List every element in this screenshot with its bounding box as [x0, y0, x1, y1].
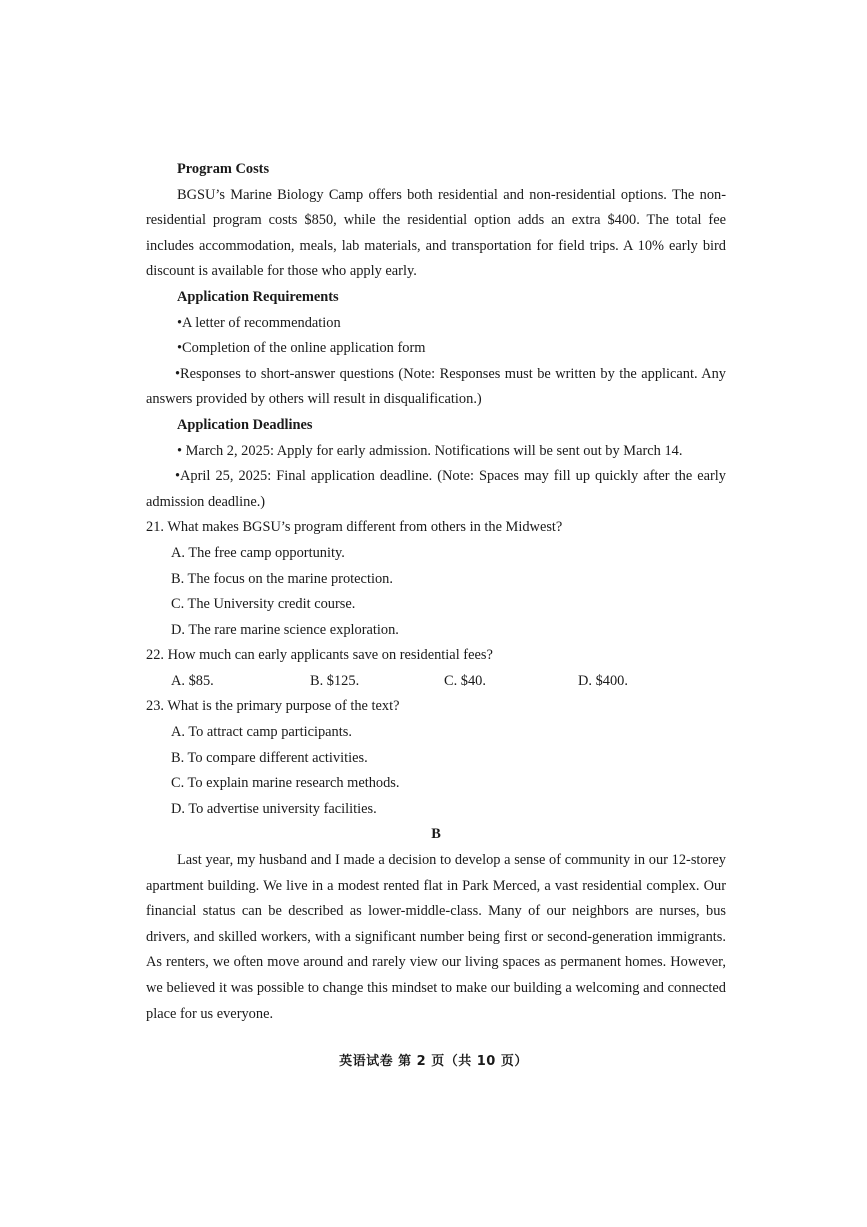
question-22-option-d: D. $400. — [578, 672, 628, 689]
deadline-item: • March 2, 2025: Apply for early admission. Notifications will be sent out by March 14. — [177, 442, 683, 459]
question-23-option-b: B. To compare different activities. — [171, 749, 368, 766]
section-b-heading: B — [431, 826, 441, 843]
section-b-paragraph: Last year, my husband and I made a decision to develop a sense of community in our 12-storey apartment building. We live in a modest rented flat in Park Merced, a vast residential complex. Our financial status can be described as lower-middle-class. Many of our neighbors are nurses, bus drivers, and skilled workers, with a significant number being first or second-generation immigrants. As renters, we often move around and rarely view our living spaces as permanent homes. However, we believed it was possible to change this mindset to make our building a welcoming and connected place for us everyone. — [146, 852, 726, 1022]
requirement-item: •Responses to short-answer questions (Note: Responses must be written by the applicant. Any answers provided by others will result in disqualification.) — [146, 365, 726, 408]
application-deadlines-heading: Application Deadlines — [177, 416, 313, 433]
question-22-option-b: B. $125. — [310, 672, 360, 689]
question-22-option-c: C. $40. — [444, 672, 486, 689]
question-23-option-c: C. To explain marine research methods. — [171, 775, 400, 792]
requirement-item: •A letter of recommendation — [177, 314, 341, 331]
question-22-stem: 22. How much can early applicants save on residential fees? — [146, 647, 493, 664]
question-21-option-b: B. The focus on the marine protection. — [171, 570, 393, 587]
question-22-option-a: A. $85. — [171, 672, 214, 689]
program-costs-paragraph: BGSU’s Marine Biology Camp offers both residential and non-residential options. The non-residential program costs $850, while the residential option adds an extra $400. The total fee includes accommodation, meals, lab materials, and transportation for field trips. A 10% early bird discount is available for those who apply early. — [146, 186, 726, 280]
application-requirements-heading: Application Requirements — [177, 288, 339, 305]
question-21-option-d: D. The rare marine science exploration. — [171, 621, 399, 638]
question-21-stem: 21. What makes BGSU’s program different from others in the Midwest? — [146, 519, 563, 536]
requirement-item: •Completion of the online application form — [177, 340, 426, 357]
question-21-option-a: A. The free camp opportunity. — [171, 544, 345, 561]
question-22-options — [146, 669, 726, 695]
page-content — [146, 157, 726, 1027]
question-23-option-d: D. To advertise university facilities. — [171, 800, 377, 817]
question-23-stem: 23. What is the primary purpose of the text? — [146, 698, 400, 715]
question-23-option-a: A. To attract camp participants. — [171, 724, 352, 741]
page-footer: 英语试卷 第 2 页（共 10 页） — [339, 1054, 528, 1069]
program-costs-heading: Program Costs — [177, 161, 270, 177]
question-21-option-c: C. The University credit course. — [171, 596, 356, 613]
deadline-item: •April 25, 2025: Final application deadline. (Note: Spaces may fill up quickly after the early admission deadline.) — [146, 468, 726, 510]
